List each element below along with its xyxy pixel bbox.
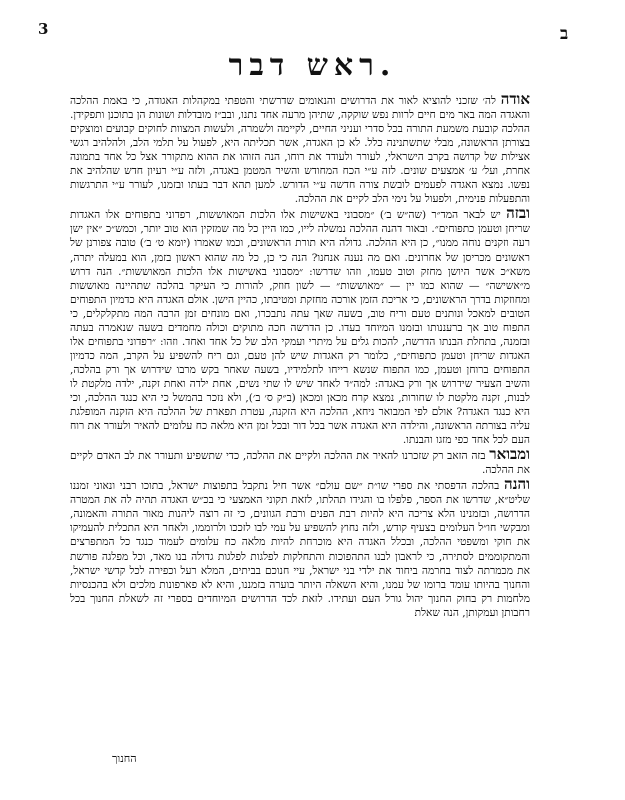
paragraph-text: לה׳ שזכני להוציא לאור את הדרושים והנאומים שדרשתי והטפתי במקהלות האגודה, כי באמת ההלכה והאגדה המה באר מים חיים לרוות נפש שוקקה, שתיהן מרעה אחד נתנו, ובב״ז מובדלות ושונות הן בתוכנן ותפקידן. ההלכה קובעת משמעת התורה בכל סדרי ועניני החיים, לקיימה ולשמרה, ולעשות המצוות לחוקים קבועים ומוצקים בצורתן הראשונה, מבלי שתשתנינה כלל. לא כן האגדה, אשר תכליתה היא, לפעול על תלמי הלב, ולהלהיב רגשי אצילות של קדושה בקרב הישראלי, לעורר ולעודד את רוחו, הנה הזוהו את ההוא מתקורר אצל כל אחד בתמונה אחרת, ועל׳ ע׳ אמצעים שונים. לזה ע״י הכח המחודש והשיר המטמן באגדה, ולזה ע״י רעיון חדש שהלהיב את נפשו. נמצא האגדה לפעמים לובשת צורה חדשה ע״י הדורש. למען תהא דבר בעתו ובזמנו, לעורר ע״י התרגשות והתפעלות פנימית, ולפעול על נימי הלב לקיים את ההלכה. (70, 95, 530, 206)
page-number-hebrew: ב (560, 24, 569, 44)
paragraph-lead-word: ובזה (506, 204, 531, 223)
paragraph-lead-word: והנה (504, 475, 530, 494)
footer-signature: החנוך (112, 752, 137, 765)
paragraph (70, 206, 530, 447)
page-title: ראש דבר. (228, 48, 397, 83)
paragraph-text: בזה הזאב רק שזכרנו להאיר את ההלכה ולקיים את ההלכה, כדי שתשפיע ותעורר את לב האדם לקיים את ההלכה. (70, 450, 530, 477)
paragraph-lead-word: ומבואר (489, 445, 531, 464)
paragraph-text: בהלכה הדפסתי את ספרי שו״ת ״שם עולם״ אשר חיל נתקבל בתפוצות ישראל, בתוכו רבני ונאוני זמננו שליט״א, שדרשו את הספר, פלפלו בו והגידו תהלתו, לזאת תקוני האמצעי כי בכ״ש האגדה תהיה לה את המטרה הדרושה, ובזמנינו הלא צריכה היא להיות רבת הפנים ורבת הגוונים, כי זה רוצה ליהנות מאור התורה והאמונה, ומבקשי חו״ל העלומים בצעיף קודש, ולזה נחוץ להשפיע על עמי לבו לזככו ולרוממו, ולאחר היא התכלית להעמיקו את חוקי ומשפטי ההלכה, ובכלל האגדה היא מוכרחת להיות מלאה כח עלומים לעמוד כנגד כל המתפרצים והמתקוממים לסתירה, כי לראבון לבנו התהפוכות והתחלקות לפלגות לפלגות גדולה בנו מאד, וכל מפלגה פורשת את מכמרתה לצוד בחרמה ביחוד את ילדי בני ישראל, עיי חנוכם בביתים, המלא רעל וכפירה לכל קדשי ישראל, והחנוך בהיותו עומד ברומו של עמנו, והיא השאלה היותר בוערה בזמננו, והיא לא פארפונות מלכים ולא בהכנסיות מלחמות רק בחוק החנוך יהול גורל העם ועתידו. לזאת לכד הדרושים המיוחדים בספרי זה לשאלת החנוך בכל רחבותן ועמקותן, הנה שאלת (70, 480, 530, 619)
paragraph-text: יש לבאר המד״ר (שה״ש ב׳) ״מסבוני באשישות אלו הלכות המאוששות, רפדוני בתפוחים אלו האגדות שריחן וטעמן כתפוחים״. ובאור דהנה ההלכה נמשלה לייו, כמו היין כל מה שמזקין הוא טוב יותר, וכמש״כ ״אין ישן רעה וזקנים נוחה ממנו״, כן היא ההלכה. גדולה היא תורת הראשונים, וכמו שאמרו (יומא ט׳ ב׳) טובה צפורנן של ראשונים מכריסן של אחרונים. ואם מה נענה אנחנו? הנה כי כן, כל מה שהוא ראשון בזמן, הוא במעלה יתרה, משא״כ אשר היושן מחזק וטוב טעמו, וזהו שדרשו: ״מסבוני באשישות אלו הלכות המאוששות״. הנה דרוש מ״אשישה״ — שהוא כמו יין — ״מאוששות״ — לשון חוזק, להורות כי העיקר בהלכה שתהיינה מאוששות ומחוזקות בדרך הראשונים, כי אריכת הזמן אורכה מחזקת ומטיבתו, כהיין הישן. אולם האגדה היא כדמיון התפוחים הטובים למאכל ונותנים טעם וריח טוב, בשעה שאך עתה נתבכרו, ואם מונחים זמן הרבה המה מתקלקלים, כי התפוח טוב אך ברעננותו ובזמנו המיוחד בעדו. כן הדרשה חכה מתוקים וכולה מחמדים בשעה שנאמרה בעתה ובזמנה, בתחלת הבנתו הדרשה, להכות גלים על מיתרי ועמקי הלב של כל אחד ואחד. וזהו: ״רפדוני בתפוחים אלו האגדות שריחן וטעמן כתפוחים״, כלומר רק האגדות שיש להן טעם, וגם ריח להשפיע על הקרב, המה כדמיון התפוחים ברוחן וטעמן, כמו התפוח שנשא רייחו לתלמידיו, בשעה שאחר בקש מרבו שידרוש אך ורק בהלכה, והשיב הצעיר שידרוש אך ורק באגדה: למה״ד לאחד שיש לו שתי נשים, אחת ילדה ואחת זקנה, ילדה מלקטת לו לבנות, זקנה מלקטת לו שחורות, נמצא קרח מכאן ומכאן (ב״ק ס׳ ב׳), ולא נזכר בהמשל כי היא כנגד ההלכה, וכי היא כנגד האגדה? אולם לפי המבואר ניחא, ההלכה היא הזקנה, עטרת תפארת של ההלכה היא הזקנה המופלגת עליה בצורתה הראשונה, והילדה היא האגדה אשר בכל דור ובכל זמן היא מלאה כח עלומים להאיר ולעורר את רוח העם לכל אחד כפי מזגו והבנתו. (70, 209, 530, 447)
body-text (70, 92, 530, 620)
paragraph (70, 92, 530, 206)
page-number-arabic: 3 (38, 20, 49, 38)
paragraph (70, 447, 530, 477)
paragraph-lead-word: אודה (500, 90, 530, 108)
paragraph (70, 477, 530, 619)
